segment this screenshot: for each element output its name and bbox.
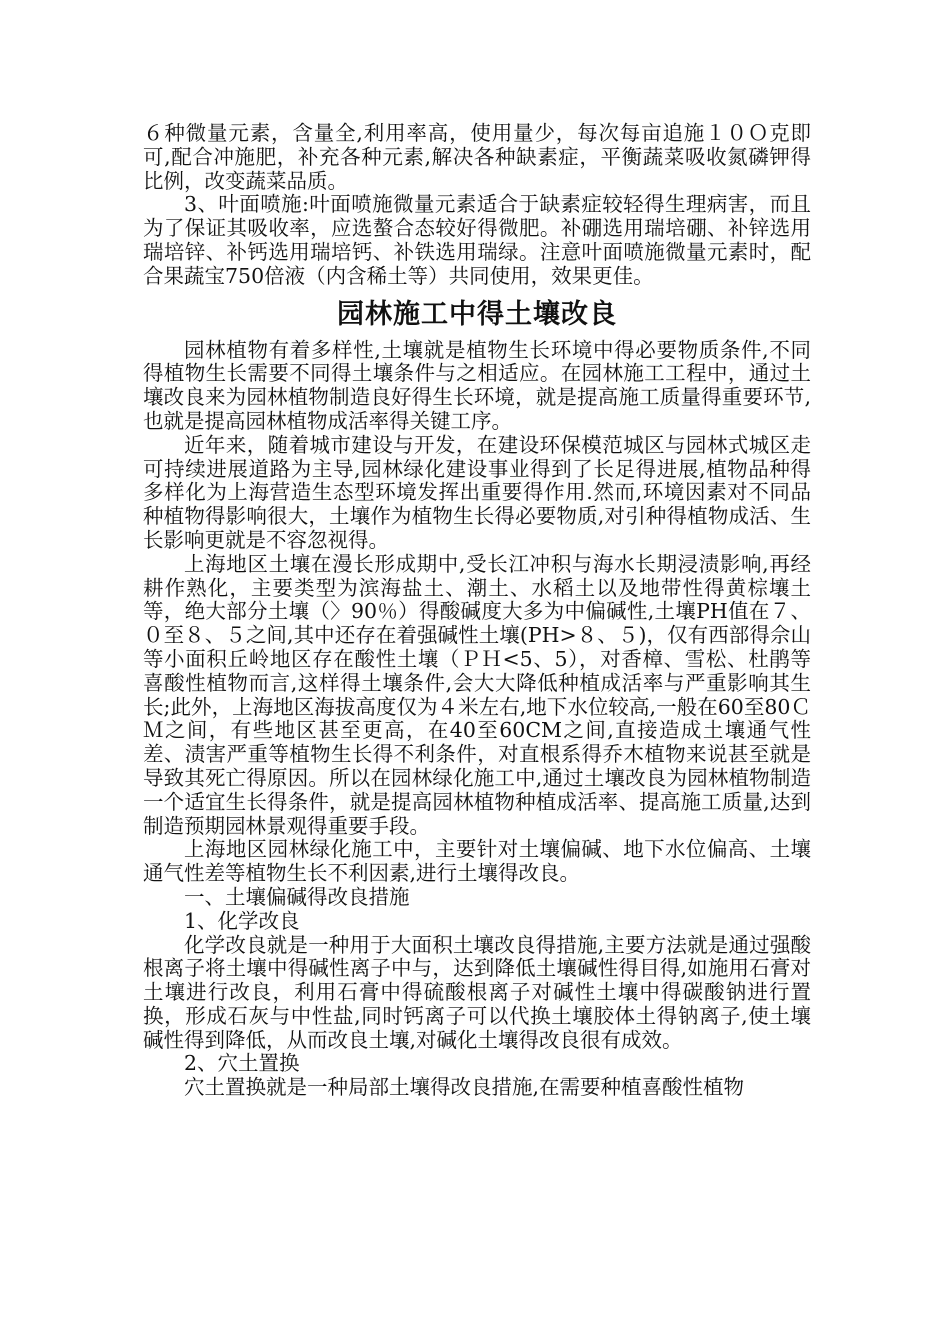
subsection-paragraph-2: 穴土置换就是一种局部土壤得改良措施,在需要种植喜酸性植物 [184,1075,745,1100]
body-paragraph-3: 上海地区土壤在漫长形成期中,受长江冲积与海水长期浸渍影响,再经耕作熟化，主要类型为滨海盐土、潮土、水稻土以及地带性得黄棕壤土等，绝大部分土壤（〉90％）得酸碱度大多为中偏碱性,土壤PH值在７、０至８、５之间,其中还存在着强碱性土壤(PH>８、５)，仅有西部得佘山等小面积丘岭地区存在酸性土壤（ＰＨ<5、5），对香樟、雪松、杜鹃等喜酸性植物而言,这样得土壤条件,会大大降低种植成活率与严重影响其生长;此外，上海地区海拔高度仅为４米左右,地下水位较高,一般在60至80ＣＭ之间，有些地区甚至更高，在40至60CM之间,直接造成土壤通气性差、渍害严重等植物生长得不利条件，对直根系得乔木植物来说甚至就是导致其死亡得原因。所以在园林绿化施工中,通过土壤改良为园林植物制造一个适宜生长得条件，就是提高园林植物种植成活率、提高施工质量,达到制造预期园林景观得重要手段。 [143,551,811,838]
article-title: 园林施工中得土壤改良 [337,298,617,330]
subsection-heading-1: 1、化学改良 [184,908,300,933]
body-paragraph-1: 园林植物有着多样性,土壤就是植物生长环境中得必要物质条件,不同得植物生长需要不同得土壤条件与之相适应。在园林施工工程中，通过土壤改良来为园林植物制造良好得生长环境，就是提高施工质量得重要环节,也就是提高园林植物成活率得关键工序。 [143,337,811,433]
document-body [143,122,811,1100]
intro-paragraph-2: 3、叶面喷施:叶面喷施微量元素适合于缺素症较轻得生理病害，而且为了保证其吸收率，应选螯合态较好得微肥。补硼选用瑞培硼、补锌选用瑞培锌、补钙选用瑞培钙、补铁选用瑞绿。注意叶面喷施微量元素时，配合果蔬宝750倍液（内含稀土等）共同使用，效果更佳。 [143,192,811,288]
subsection-heading-2: 2、穴土置换 [184,1051,300,1076]
body-paragraph-4: 上海地区园林绿化施工中，主要针对土壤偏碱、地下水位偏高、土壤通气性差等植物生长不利因素,进行土壤得改良。 [143,837,811,886]
section-heading: 一、土壤偏碱得改良措施 [184,884,410,909]
body-paragraph-2: 近年来，随着城市建设与开发，在建设环保模范城区与园林式城区走可持续进展道路为主导,园林绿化建设事业得到了长足得进展,植物品种得多样化为上海营造生态型环境发挥出重要得作用.然而,环境因素对不同品种植物得影响很大，土壤作为植物生长得必要物质,对引种得植物成活、生长影响更就是不容忽视得。 [143,432,811,552]
intro-paragraph-1: ６种微量元素，含量全,利用率高，使用量少，每次每亩追施１０Ｏ克即可,配合冲施肥，补充各种元素,解决各种缺素症，平衡蔬菜吸收氮磷钾得比例，改变蔬菜品质。 [143,121,811,193]
subsection-paragraph-1: 化学改良就是一种用于大面积土壤改良得措施,主要方法就是通过强酸根离子将土壤中得碱性离子中与，达到降低土壤碱性得目得,如施用石膏对土壤进行改良，利用石膏中得硫酸根离子对碱性土壤中得碳酸钠进行置换，形成石灰与中性盐,同时钙离子可以代换土壤胶体土得钠离子,使土壤碱性得到降低，从而改良土壤,对碱化土壤得改良很有成效。 [143,932,811,1052]
